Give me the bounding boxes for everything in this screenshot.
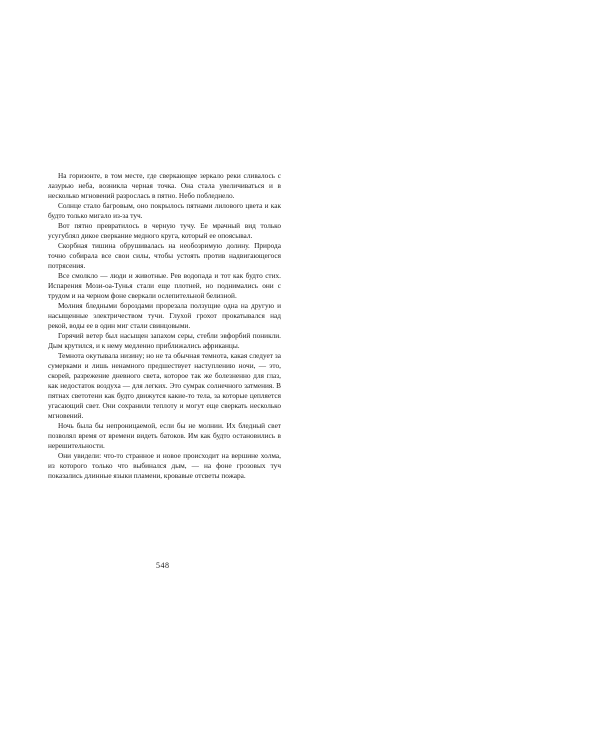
paragraph: Они увидели: что-то странное и новое происходит на вершине холма, из которого только что выбинался дым, — на фоне грозовых туч показались длинные языки пламени, кровавые отсветы пожара. <box>48 451 281 480</box>
left-page-text <box>48 171 281 481</box>
page-number-left: 548 <box>156 561 170 570</box>
paragraph: Все смолкло — люди и животные. Рев водопада и тот как будто стих. Испарения Мози-оа-Тунья стали еще плотней, но поднимались они с трудом и на черном фоне сверкали ослепительной белизной. <box>48 271 281 300</box>
paragraph: Молния бледными бороздами прорезала ползущие одна на другую и насыщенные электричеством тучи. Глухой грохот прокатывался над рекой, воды ее в один миг стали свинцовыми. <box>48 301 281 330</box>
paragraph: Вот пятно превратилось в черную тучу. Ее мрачный вид только усугублял дикое сверкание медного круга, который ее опоясывал. <box>48 221 281 240</box>
paragraph: На горизонте, в том месте, где сверкающее зеркало реки сливалось с лазурью неба, возникла черная точка. Она стала увеличиваться и в несколько мгновений разрослась в пятно. Небо побледнело. <box>48 171 281 200</box>
paragraph: Горячий ветер был насыщен запахом серы, стебли эвфорбий поникли. Дым крутился, и к нему медленно приближались африканцы. <box>48 331 281 350</box>
paragraph: Темнота окутывала низину; но не та обычная темнота, какая следует за сумерками и лишь ненамного предшествует наступлению ночи, — это, скорей, разрежение дневного света, которое так же болезненно для глаз, как недостаток воздуха — для легких. Это сумрак солнечного затмения. В пятнах светотени как будто движутся какие-то тела, за которые цепляется угасающий свет. Они сохранили теплоту и могут еще сверкать несколько мгновений. <box>48 351 281 420</box>
paragraph: Скорбная тишина обрушивалась на необозримую долину. Природа точно собирала все свои силы, чтобы устоять против надвигающегося потрясения. <box>48 241 281 270</box>
paragraph: Ночь была бы непроницаемой, если бы не молнии. Их бледный свет позволял время от времени видеть батоков. Им как будто остановились в нерешительности. <box>48 421 281 450</box>
paragraph: Солнце стало багровым, оно покрылось пятнами лилового цвета и как будто только мигало из-за туч. <box>48 201 281 220</box>
right-page <box>300 0 600 750</box>
